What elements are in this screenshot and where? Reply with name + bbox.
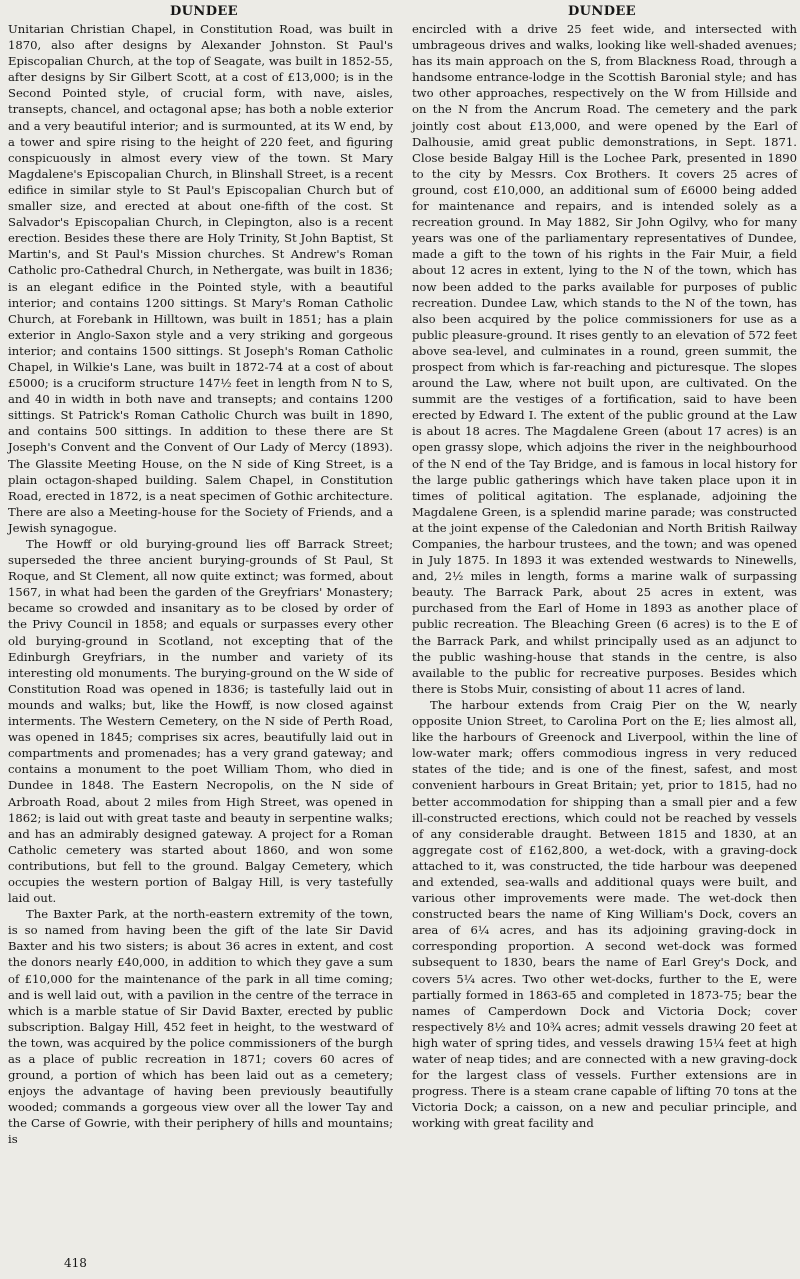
running-header-left: DUNDEE bbox=[170, 4, 238, 19]
paragraph-baxter-park: The Baxter Park, at the north-eastern extremity of the town, is so named from having been the gift of the late Sir David Baxter and his two sisters; is about 36 acres in extent, and cost the donors nearly £40,000, in addition to which they gave a sum of £10,000 for the maintenance of the park in all time coming; and is well laid out, with a pavilion in the centre of the terrace in which is a marble statue of Sir David Baxter, erected by public subscription. Balgay Hill, 452 feet in height, to the westward of the town, was acquired by the police commissioners of the burgh as a place of public recreation in 1871; covers 60 acres of ground, a portion of which has been laid out as a cemetery; enjoys the advantage of having been previously beautifully wooded; commands a gorgeous view over all the lower Tay and the Carse of Gowrie, with their periphery of hills and mountains; is bbox=[8, 907, 393, 1147]
paragraph-burying-grounds: The Howff or old burying-ground lies off Barrack Street; superseded the three ancient burying-grounds of St Paul, St Roque, and St Clement, all now quite extinct; was formed, about 1567, in what had been the garden of the Greyfriars' Monastery; became so crowded and insanitary as to be closed by order of the Privy Council in 1858; and equals or surpasses every other old burying-ground in Scotland, not excepting that of the Edinburgh Greyfriars, in the number and variety of its interesting old monuments. The burying-ground on the W side of Constitution Road was opened in 1836; is tastefully laid out in mounds and walks; but, like the Howff, is now closed against interments. The Western Cemetery, on the N side of Perth Road, was opened in 1845; comprises six acres, beautifully laid out in compartments and promenades; has a very grand gateway; and contains a monument to the poet William Thom, who died in Dundee in 1848. The Eastern Necropolis, on the N side of Arbroath Road, about 2 miles from High Street, was opened in 1862; is laid out with great taste and beauty in serpentine walks; and has an admirably designed gateway. A project for a Roman Catholic cemetery was started about 1860, and won some contributions, but fell to the ground. Balgay Cemetery, which occupies the western portion of Balgay Hill, is very tastefully laid out. bbox=[8, 537, 393, 906]
running-header-right: DUNDEE bbox=[568, 4, 636, 19]
right-column bbox=[412, 21, 797, 1131]
paragraph-parks: encircled with a drive 25 feet wide, and intersected with umbrageous drives and walks, looking like well-shaded avenues; has its main approach on the S, from Blackness Road, through a handsome entrance-lodge in the Scottish Baronial style; and has two other approaches, respectively on the W from Hillside and on the N from the Ancrum Road. The cemetery and the park jointly cost about £13,000, and were opened by the Earl of Dalhousie, amid great public demonstrations, in Sept. 1871. Close beside Balgay Hill is the Lochee Park, presented in 1890 to the city by Messrs. Cox Brothers. It covers 25 acres of ground, cost £10,000, an additional sum of £6000 being added for maintenance and repairs, and is intended solely as a recreation ground. In May 1882, Sir John Ogilvy, who for many years was one of the parliamentary representatives of Dundee, made a gift to the town of his rights in the Fair Muir, a field about 12 acres in extent, lying to the N of the town, which has now been added to the parks available for purposes of public recreation. Dundee Law, which stands to the N of the town, has also been acquired by the police commissioners for use as a public pleasure-ground. It rises gently to an elevation of 572 feet above sea-level, and culminates in a round, green summit, the prospect from which is far-reaching and picturesque. The slopes around the Law, where not built upon, are cultivated. On the summit are the vestiges of a fortification, said to have been erected by Edward I. The extent of the public ground at the Law is about 18 acres. The Magdalene Green (about 17 acres) is an open grassy slope, which adjoins the river in the neighbourhood of the N end of the Tay Bridge, and is famous in local history for the large public gatherings which have taken place upon it in times of political agitation. The esplanade, adjoining the Magdalene Green, is a splendid marine parade; was constructed at the joint expense of the Caledonian and North British Railway Companies, the harbour trustees, and the town; and was opened in July 1875. In 1893 it was extended westwards to Ninewells, and, 2½ miles in length, forms a marine walk of surpassing beauty. The Barrack Park, about 25 acres in extent, was purchased from the Earl of Home in 1893 as another place of public recreation. The Bleaching Green (6 acres) is to the E of the Barrack Park, and whilst principally used as an adjunct to the public washing-house that stands in the centre, is also available to the public for recreative purposes. Besides which there is Stobs Muir, consisting of about 11 acres of land. bbox=[412, 22, 797, 696]
page-number: 418 bbox=[64, 1256, 87, 1270]
paragraph-churches: Unitarian Christian Chapel, in Constitution Road, was built in 1870, also after designs by Alexander Johnston. St Paul's Episcopalian Church, at the top of Seagate, was built in 1852-55, after designs by Sir Gilbert Scott, at a cost of £13,000; is in the Second Pointed style, of crucial form, with nave, aisles, transepts, chancel, and octagonal apse; has both a noble exterior and a very beautiful interior; and is surmounted, at its W end, by a tower and spire rising to the height of 220 feet, and figuring conspicuously in almost every view of the town. St Mary Magdalene's Episcopalian Church, in Blinshall Street, is a recent edifice in similar style to St Paul's Episcopalian Church but of smaller size, and erected at about one-fifth of the cost. St Salvador's Episcopalian Church, in Clepington, also is a recent erection. Besides these there are Holy Trinity, St John Baptist, St Martin's, and St Paul's Mission churches. St Andrew's Roman Catholic pro-Cathedral Church, in Nethergate, was built in 1836; is an elegant edifice in the Pointed style, with a beautiful interior; and contains 1200 sittings. St Mary's Roman Catholic Church, at Forebank in Hilltown, was built in 1851; has a plain exterior in Anglo-Saxon style and a very striking and gorgeous interior; and contains 1500 sittings. St Joseph's Roman Catholic Chapel, in Wilkie's Lane, was built in 1872-74 at a cost of about £5000; is a cruciform structure 147½ feet in length from N to S, and 40 in width in both nave and transepts; and contains 1200 sittings. St Patrick's Roman Catholic Church was built in 1890, and contains 500 sittings. In addition to these there are St Joseph's Convent and the Convent of Our Lady of Mercy (1893). The Glassite Meeting House, on the N side of King Street, is a plain octagon-shaped building. Salem Chapel, in Constitution Road, erected in 1872, is a neat specimen of Gothic architecture. There are also a Meeting-house for the Society of Friends, and a Jewish synagogue. bbox=[8, 22, 393, 535]
paragraph-harbour: The harbour extends from Craig Pier on the W, nearly opposite Union Street, to Carolina Port on the E; lies almost all, like the harbours of Greenock and Liverpool, within the line of low-water mark; offers commodious ingress in very reduced states of the tide; and is one of the finest, safest, and most convenient harbours in Great Britain; yet, prior to 1815, had no better accommodation for shipping than a small pier and a few ill-constructed erections, which could not be reached by vessels of any considerable draught. Between 1815 and 1830, at an aggregate cost of £162,800, a wet-dock, with a graving-dock attached to it, was constructed, the tide harbour was deepened and extended, sea-walls and additional quays were built, and various other improvements were made. The wet-dock then constructed bears the name of King William's Dock, covers an area of 6¼ acres, and has its adjoining graving-dock in corresponding proportion. A second wet-dock was formed subsequent to 1830, bears the name of Earl Grey's Dock, and covers 5¼ acres. Two other wet-docks, further to the E, were partially formed in 1863-65 and completed in 1873-75; bear the names of Camperdown Dock and Victoria Dock; cover respectively 8½ and 10¾ acres; admit vessels drawing 20 feet at high water of spring tides, and vessels drawing 15¼ feet at high water of neap tides; and are connected with a new graving-dock for the largest class of vessels. Further extensions are in progress. There is a steam crane capable of lifting 70 tons at the Victoria Dock; a caisson, on a new and peculiar principle, and working with great facility and bbox=[412, 697, 797, 1131]
left-column bbox=[8, 21, 393, 1148]
